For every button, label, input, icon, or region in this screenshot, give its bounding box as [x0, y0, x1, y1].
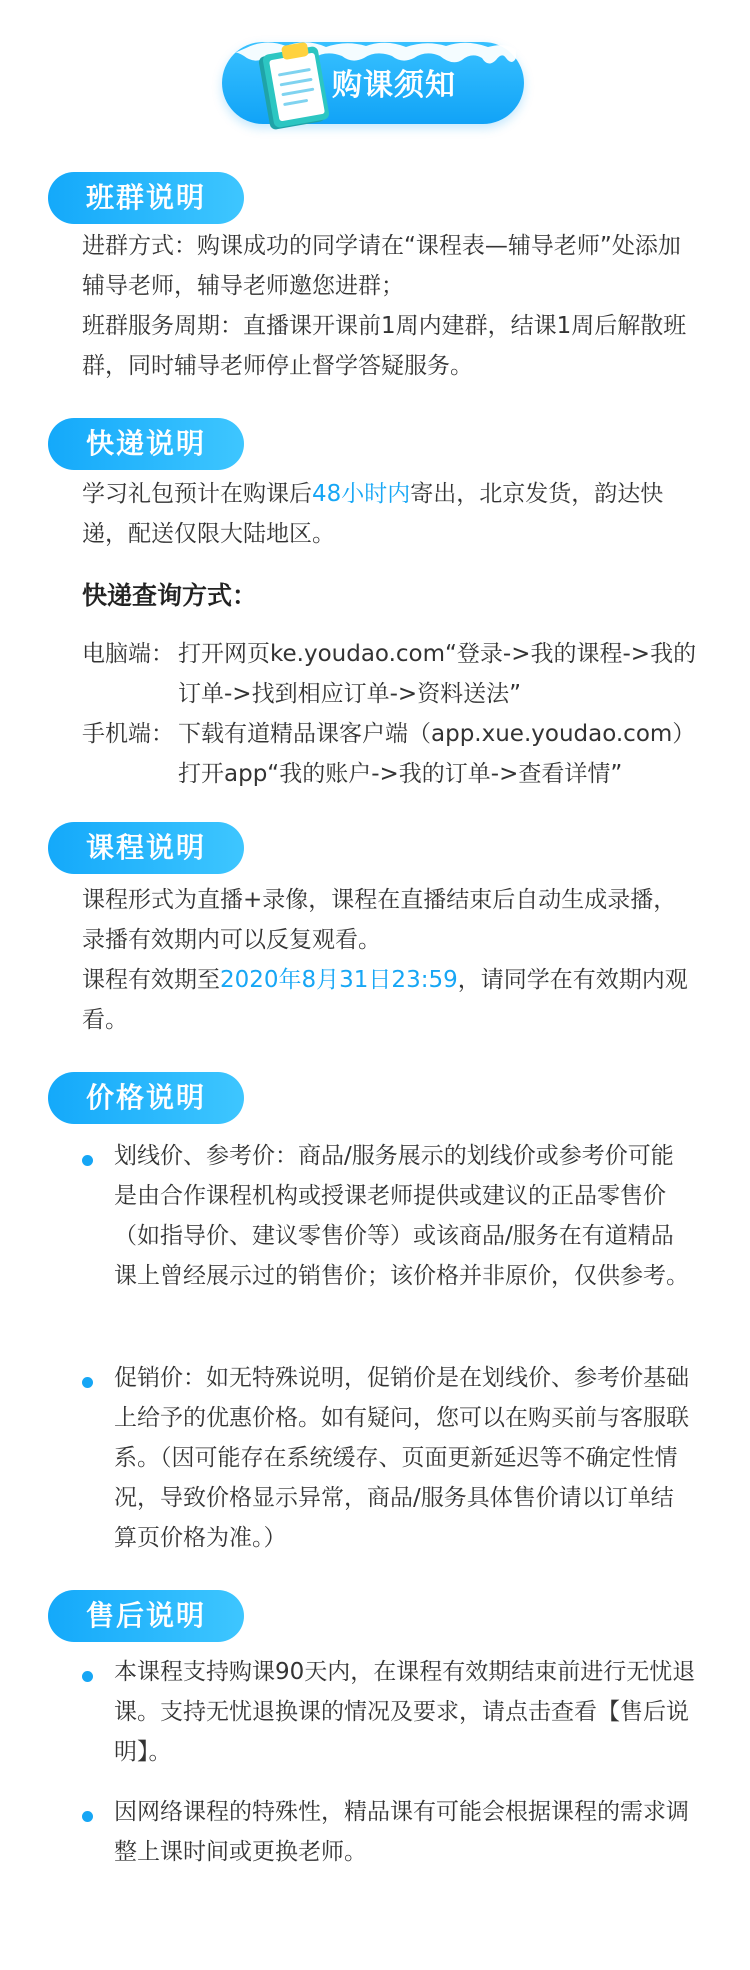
- express-query-title: 快递查询方式：: [82, 581, 258, 610]
- price-item-list-price: 划线价、参考价：商品/服务展示的划线价或参考价可能是由合作课程机构或授课老师提供或建议的正品零售价（如指导价、建议零售价等）或该商品/服务在有道精品课上曾经展示过的销售价；该价格并非原价，仅供参考。: [114, 1143, 689, 1289]
- course-validity-post: ，请同学在有效期内观看。: [82, 967, 688, 1033]
- mobile-label: 手机端：: [82, 721, 174, 747]
- section-title-price: 价格说明: [48, 1072, 244, 1124]
- pc-label: 电脑端：: [82, 641, 174, 667]
- section-title-express: 快递说明: [48, 418, 244, 470]
- section-title-after-sale: 售后说明: [48, 1590, 244, 1642]
- course-validity: [82, 960, 694, 1040]
- express-info: [82, 474, 694, 554]
- price-item-promo-price: 促销价：如无特殊说明，促销价是在划线价、参考价基础上给予的优惠价格。如有疑问，您可以在购买前与客服联系。（因可能存在系统缓存、页面更新延迟等不确定性情况，导致价格显示异常，商品/服务具体售价请以订单结算页价格为准。）: [114, 1365, 689, 1551]
- class-group-service-period: 班群服务周期：直播课开课前1周内建群，结课1周后解散班群，同时辅导老师停止督学答疑服务。: [82, 313, 687, 379]
- after-sale-item-schedule: 因网络课程的特殊性，精品课有可能会根据课程的需求调整上课时间或更换老师。: [114, 1799, 689, 1865]
- header-banner: [0, 0, 750, 140]
- mobile-instructions: 下载有道精品课客户端（app.xue.youdao.com）打开app“我的账户->我的订单->查看详情”: [178, 721, 696, 787]
- page-title: 购课须知: [332, 68, 456, 103]
- course-expiry-highlight: 2020年8月31日23:59: [220, 967, 458, 993]
- bullet-dot: [82, 1811, 93, 1822]
- express-info-pre: 学习礼包预计在购课后: [82, 481, 312, 507]
- after-sale-item-refund[interactable]: 本课程支持购课90天内，在课程有效期结束前进行无忧退课。支持无忧退换课的情况及要求，请点击查看【售后说明】。: [114, 1659, 696, 1765]
- class-group-join-method: 进群方式：购课成功的同学请在“课程表—辅导老师”处添加辅导老师，辅导老师邀您进群；: [82, 233, 681, 299]
- pc-instructions: 打开网页ke.youdao.com“登录->我的课程->我的订单->找到相应订单->资料送法”: [178, 641, 697, 707]
- section-title-class-group: 班群说明: [48, 172, 244, 224]
- clipboard-icon: [254, 38, 338, 132]
- express-info-post: 寄出，北京发货，韵达快递，配送仅限大陆地区。: [82, 481, 664, 547]
- course-format: 课程形式为直播+录像，课程在直播结束后自动生成录播，录播有效期内可以反复观看。: [82, 887, 677, 953]
- bullet-dot: [82, 1377, 93, 1388]
- bullet-dot: [82, 1155, 93, 1166]
- bullet-dot: [82, 1671, 93, 1682]
- section-title-course: 课程说明: [48, 822, 244, 874]
- course-validity-pre: 课程有效期至: [82, 967, 220, 993]
- express-time-highlight: 48小时内: [312, 481, 411, 507]
